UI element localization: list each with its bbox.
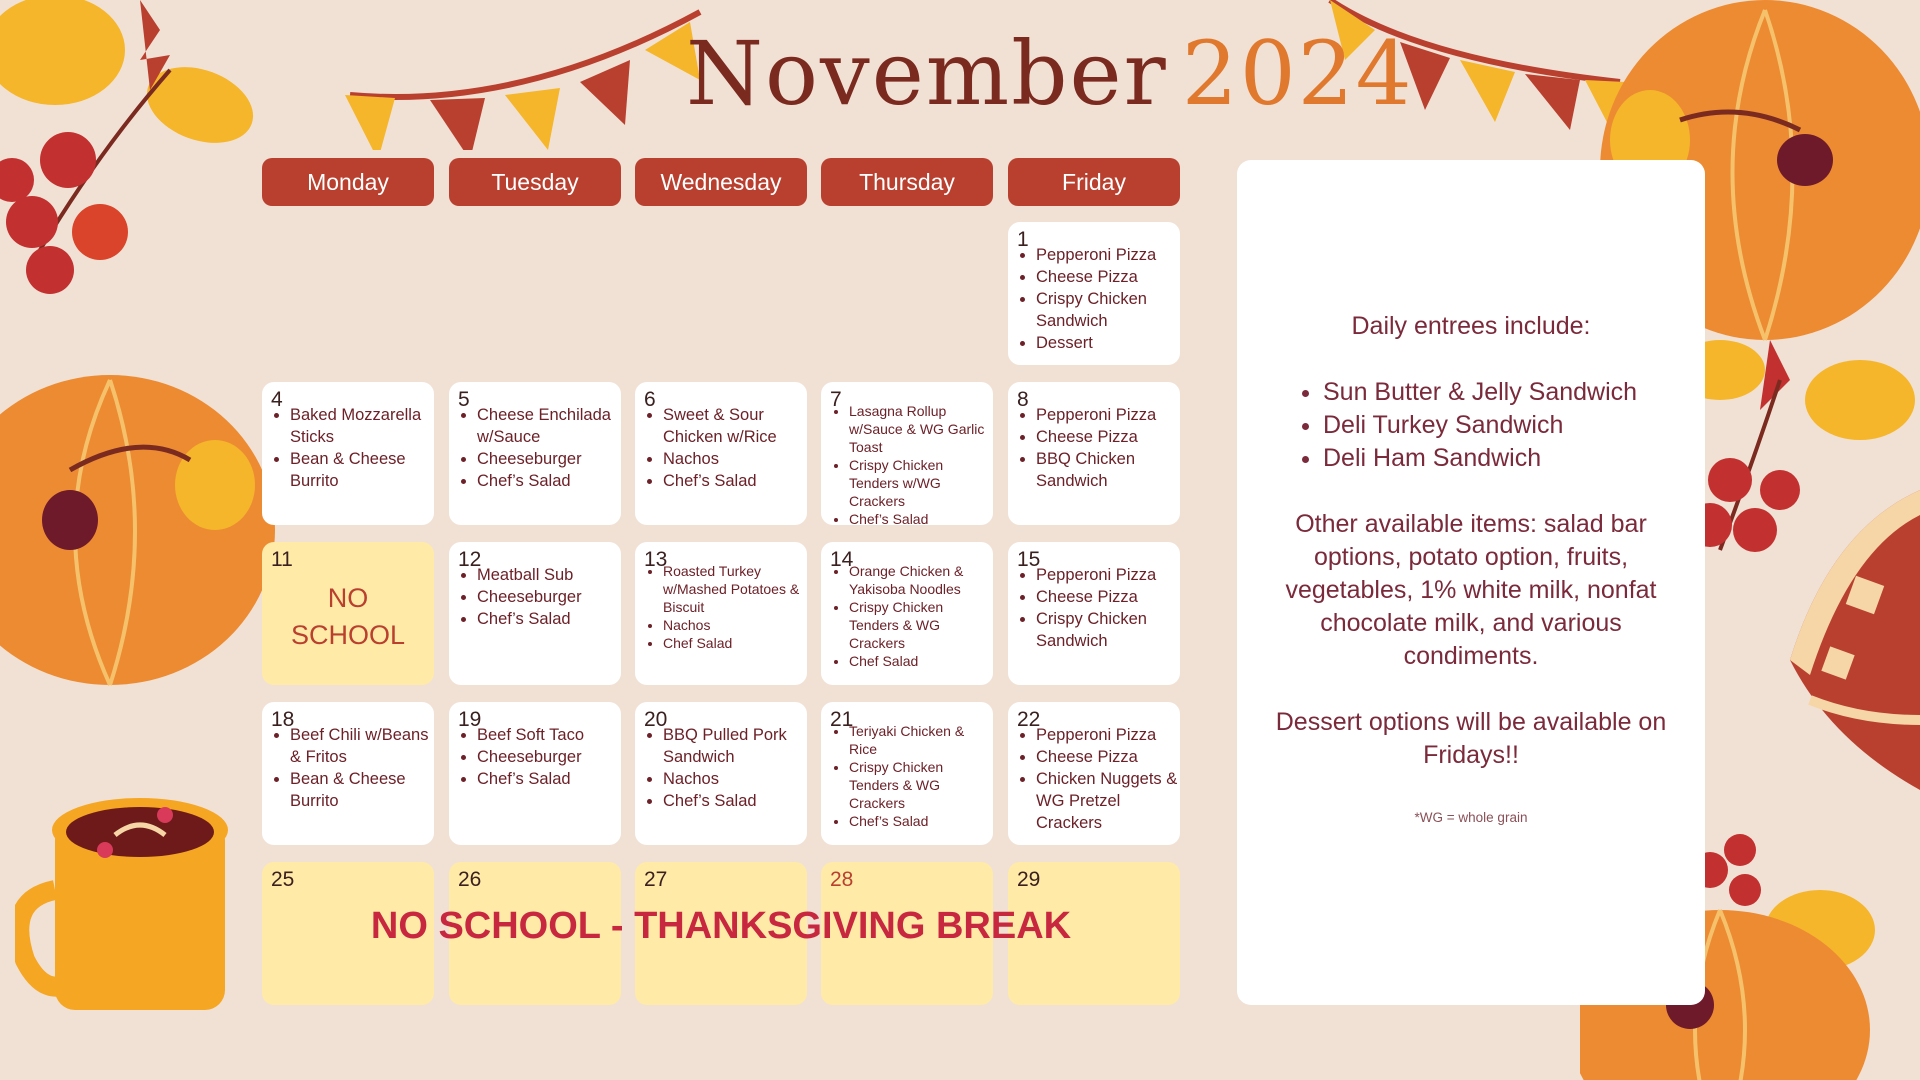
day-cell-8 [1008, 382, 1180, 525]
menu-item: • Crispy Chicken Tenders & WG Crackers [849, 758, 991, 812]
menu-item: • Beef Soft Taco [477, 724, 619, 746]
menu-item: • Crispy Chicken Sandwich [1036, 288, 1178, 332]
menu-list [455, 724, 619, 790]
menu-item: • Baked Mozzarella Sticks [290, 404, 432, 448]
header-monday: Monday [262, 158, 434, 206]
day-cell-7 [821, 382, 993, 525]
menu-list [1014, 404, 1178, 492]
other-items-text: Other available items: salad bar options, potato option, fruits, vegetables, 1% white milk, nonfat chocolate milk, and various condiments. [1285, 510, 1657, 670]
menu-item: • Chef Salad [663, 634, 805, 652]
entrees-list [1299, 376, 1637, 475]
menu-list [455, 404, 619, 492]
day-number: 11 [271, 548, 293, 571]
menu-list [641, 724, 805, 812]
cocoa-mug-decoration [15, 790, 275, 1030]
menu-item: • Chef’s Salad [849, 510, 991, 525]
day-cell-1 [1008, 222, 1180, 365]
menu-item: • Teriyaki Chicken & Rice [849, 722, 991, 758]
menu-item: • Cheese Pizza [1036, 426, 1178, 448]
menu-item: • Cheeseburger [477, 448, 619, 470]
menu-item: • Cheese Pizza [1036, 266, 1178, 288]
entrees-title: Daily entrees include: [1351, 312, 1591, 340]
whole-grain-note: *WG = whole grain [1414, 810, 1528, 825]
menu-list [827, 402, 991, 525]
menu-item: • Crispy Chicken Tenders & WG Crackers [849, 598, 991, 652]
title-month: November [686, 22, 1168, 125]
title-year: 2024 [1181, 22, 1414, 125]
berry-branch-top-left-decoration [0, 0, 320, 310]
menu-list [455, 564, 619, 630]
menu-item: • Cheese Pizza [1036, 586, 1178, 608]
menu-item: • BBQ Chicken Sandwich [1036, 448, 1178, 492]
menu-item: • Chef’s Salad [477, 608, 619, 630]
day-number: 28 [830, 868, 854, 891]
menu-item: • Beef Chili w/Beans & Fritos [290, 724, 432, 768]
menu-item: • Cheese Pizza [1036, 746, 1178, 768]
menu-item: • Bean & Cheese Burrito [290, 768, 432, 812]
menu-item: • Pepperoni Pizza [1036, 724, 1178, 746]
day-number: 8 [1017, 388, 1029, 411]
day-number: 12 [458, 548, 482, 571]
day-number: 29 [1017, 868, 1041, 891]
menu-item: • Chef’s Salad [663, 790, 805, 812]
menu-item: • Cheeseburger [477, 746, 619, 768]
menu-list [641, 562, 805, 652]
day-cell-21 [821, 702, 993, 845]
menu-item: • Dessert [1036, 332, 1178, 354]
day-cell-15 [1008, 542, 1180, 685]
menu-item: • Crispy Chicken Tenders w/WG Crackers [849, 456, 991, 510]
menu-item: • Pepperoni Pizza [1036, 564, 1178, 586]
day-number: 19 [458, 708, 482, 731]
menu-item: • Roasted Turkey w/Mashed Potatoes & Biscuit [663, 562, 805, 616]
day-number: 20 [644, 708, 668, 731]
day-number: 15 [1017, 548, 1041, 571]
menu-list [268, 724, 432, 812]
menu-item: • Nachos [663, 448, 805, 470]
entree-item: • Deli Turkey Sandwich [1323, 409, 1637, 442]
menu-item: • Chef’s Salad [849, 812, 991, 830]
dessert-note: Dessert options will be available on Fridays!! [1275, 708, 1667, 769]
menu-item: • Chef’s Salad [477, 768, 619, 790]
menu-item: • Chef’s Salad [477, 470, 619, 492]
day-number: 5 [458, 388, 470, 411]
day-number: 4 [271, 388, 283, 411]
thanksgiving-banner: NO SCHOOL - THANKSGIVING BREAK [370, 905, 1072, 947]
entree-item: • Deli Ham Sandwich [1323, 442, 1637, 475]
day-number: 21 [830, 708, 854, 731]
menu-list [827, 722, 991, 830]
menu-list [268, 404, 432, 492]
day-number: 22 [1017, 708, 1041, 731]
menu-item: • Sweet & Sour Chicken w/Rice [663, 404, 805, 448]
menu-item: • Cheese Enchilada w/Sauce [477, 404, 619, 448]
day-cell-5 [449, 382, 621, 525]
menu-item: • Chicken Nuggets & WG Pretzel Crackers [1036, 768, 1178, 834]
header-tuesday: Tuesday [449, 158, 621, 206]
header-friday: Friday [1008, 158, 1180, 206]
info-panel [1237, 160, 1705, 1005]
menu-item: • Nachos [663, 768, 805, 790]
entree-item: • Sun Butter & Jelly Sandwich [1323, 376, 1637, 409]
day-number: 6 [644, 388, 656, 411]
day-cell-22 [1008, 702, 1180, 845]
day-number: 7 [830, 388, 842, 411]
day-number: 13 [644, 548, 668, 571]
menu-item: • Pepperoni Pizza [1036, 244, 1178, 266]
pumpkin-left-decoration [0, 350, 290, 710]
no-school-label: NO SCHOOL [290, 583, 406, 650]
day-cell-14 [821, 542, 993, 685]
menu-item: • Cheeseburger [477, 586, 619, 608]
menu-item: • Lasagna Rollup w/Sauce & WG Garlic Toast [849, 402, 991, 456]
menu-item: • Crispy Chicken Sandwich [1036, 608, 1178, 652]
day-cell-19 [449, 702, 621, 845]
day-cell-4 [262, 382, 434, 525]
day-number: 27 [644, 868, 668, 891]
pie-slice-decoration [1770, 470, 1920, 790]
day-number: 14 [830, 548, 854, 571]
menu-item: • BBQ Pulled Pork Sandwich [663, 724, 805, 768]
day-number: 26 [458, 868, 482, 891]
day-cell-6 [635, 382, 807, 525]
day-cell-18 [262, 702, 434, 845]
day-cell-13 [635, 542, 807, 685]
header-wednesday: Wednesday [635, 158, 807, 206]
menu-item: • Meatball Sub [477, 564, 619, 586]
page-title [686, 22, 1414, 125]
menu-list [827, 562, 991, 670]
menu-item: • Pepperoni Pizza [1036, 404, 1178, 426]
menu-item: • Chef Salad [849, 652, 991, 670]
day-number: 18 [271, 708, 295, 731]
menu-item: • Orange Chicken & Yakisoba Noodles [849, 562, 991, 598]
menu-list [641, 404, 805, 492]
day-number: 1 [1017, 228, 1029, 251]
day-cell-20 [635, 702, 807, 845]
menu-list [1014, 564, 1178, 652]
day-number: 25 [271, 868, 295, 891]
menu-list [1014, 244, 1178, 354]
day-cell-12 [449, 542, 621, 685]
menu-item: • Bean & Cheese Burrito [290, 448, 432, 492]
menu-item: • Nachos [663, 616, 805, 634]
menu-list [1014, 724, 1178, 834]
menu-item: • Chef’s Salad [663, 470, 805, 492]
header-thursday: Thursday [821, 158, 993, 206]
day-cell-11 [262, 542, 434, 685]
